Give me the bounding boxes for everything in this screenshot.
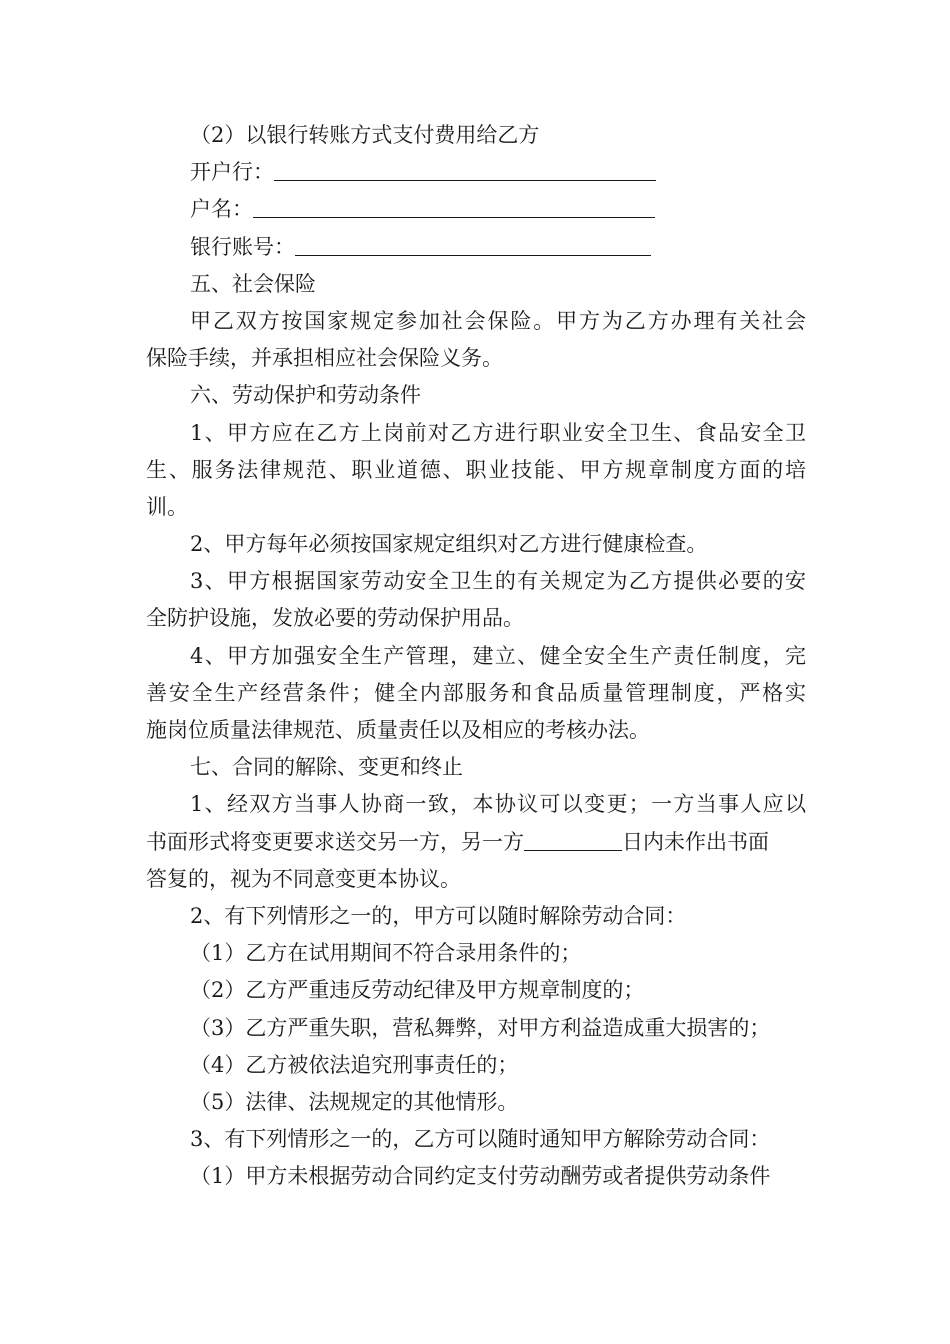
bank-transfer-line <box>146 117 806 154</box>
paragraph-line <box>146 340 806 377</box>
account-name-blank <box>253 195 655 218</box>
paragraph-line <box>146 563 806 600</box>
text-line: 3、甲方根据国家劳动安全卫生的有关规定为乙方提供必要的安 <box>190 569 806 594</box>
section-heading <box>146 266 806 303</box>
section-heading <box>146 377 806 414</box>
text-line: 训。 <box>146 494 188 519</box>
text-line: 4、甲方加强安全生产管理，建立、健全安全生产责任制度，完 <box>190 643 806 668</box>
days-blank <box>524 828 622 851</box>
paragraph-line <box>146 898 806 935</box>
text-line: 1、甲方应在乙方上岗前对乙方进行职业安全卫生、食品安全卫 <box>190 420 806 445</box>
text-line: 善安全生产经营条件；健全内部服务和食品质量管理制度，严格实 <box>146 680 806 705</box>
text-line: 3、有下列情形之一的，乙方可以随时通知甲方解除劳动合同： <box>190 1127 771 1152</box>
heading-text: 五、社会保险 <box>190 271 316 296</box>
account-name-field <box>146 191 806 228</box>
bank-name-blank <box>274 158 656 181</box>
text-line: 2、有下列情形之一的，甲方可以随时解除劳动合同： <box>190 903 687 928</box>
text-line: 全防护设施，发放必要的劳动保护用品。 <box>146 606 524 631</box>
text-line: （1）甲方未根据劳动合同约定支付劳动酬劳或者提供劳动条件 <box>190 1164 771 1189</box>
text-line: 日内未作出书面 <box>622 829 769 854</box>
list-item <box>146 1047 806 1084</box>
paragraph-line <box>146 415 806 452</box>
paragraph-line <box>146 303 806 340</box>
document-body <box>146 117 806 1195</box>
field-label: 开户行： <box>190 160 274 185</box>
text-line: 生、服务法律规范、职业道德、职业技能、甲方规章制度方面的培 <box>146 457 806 482</box>
text-line: 甲乙双方按国家规定参加社会保险。甲方为乙方办理有关社会 <box>190 308 806 333</box>
text-line: 书面形式将变更要求送交另一方，另一方 <box>146 829 524 854</box>
text-line: （1）乙方在试用期间不符合录用条件的； <box>190 941 582 966</box>
paragraph-line <box>146 452 806 489</box>
list-item <box>146 972 806 1009</box>
paragraph-line <box>146 675 806 712</box>
paragraph-line <box>146 1121 806 1158</box>
text-line: （5）法律、法规规定的其他情形。 <box>190 1089 519 1114</box>
list-item <box>146 1158 806 1195</box>
text-line: （2）乙方严重违反劳动纪律及甲方规章制度的； <box>190 978 645 1003</box>
paragraph-line <box>146 526 806 563</box>
text-line: 答复的，视为不同意变更本协议。 <box>146 866 461 891</box>
text-line: （3）乙方严重失职，营私舞弊，对甲方利益造成重大损害的； <box>190 1015 771 1040</box>
field-label: 户名： <box>190 197 253 222</box>
text-line: 保险手续，并承担相应社会保险义务。 <box>146 346 503 371</box>
list-item <box>146 1010 806 1047</box>
account-number-blank <box>295 233 651 256</box>
paragraph-line <box>146 489 806 526</box>
paragraph-line <box>146 712 806 749</box>
text-line: 1、经双方当事人协商一致，本协议可以变更；一方当事人应以 <box>190 792 806 817</box>
paragraph-line <box>146 861 806 898</box>
field-label: 银行账号： <box>190 234 295 259</box>
list-item <box>146 935 806 972</box>
bank-name-field <box>146 154 806 191</box>
heading-text: 六、劳动保护和劳动条件 <box>190 383 421 408</box>
text-line: 施岗位质量法律规范、质量责任以及相应的考核办法。 <box>146 718 650 742</box>
text-line: （2）以银行转账方式支付费用给乙方 <box>190 123 540 147</box>
text-line: （4）乙方被依法追究刑事责任的； <box>190 1052 519 1077</box>
section-heading <box>146 749 806 786</box>
paragraph-line <box>146 600 806 637</box>
paragraph-line-with-blank <box>146 824 806 861</box>
list-item <box>146 1084 806 1121</box>
account-number-field <box>146 229 806 266</box>
heading-text: 七、合同的解除、变更和终止 <box>190 755 463 780</box>
paragraph-line <box>146 638 806 675</box>
text-line: 2、甲方每年必须按国家规定组织对乙方进行健康检查。 <box>190 532 708 557</box>
paragraph-line <box>146 786 806 823</box>
